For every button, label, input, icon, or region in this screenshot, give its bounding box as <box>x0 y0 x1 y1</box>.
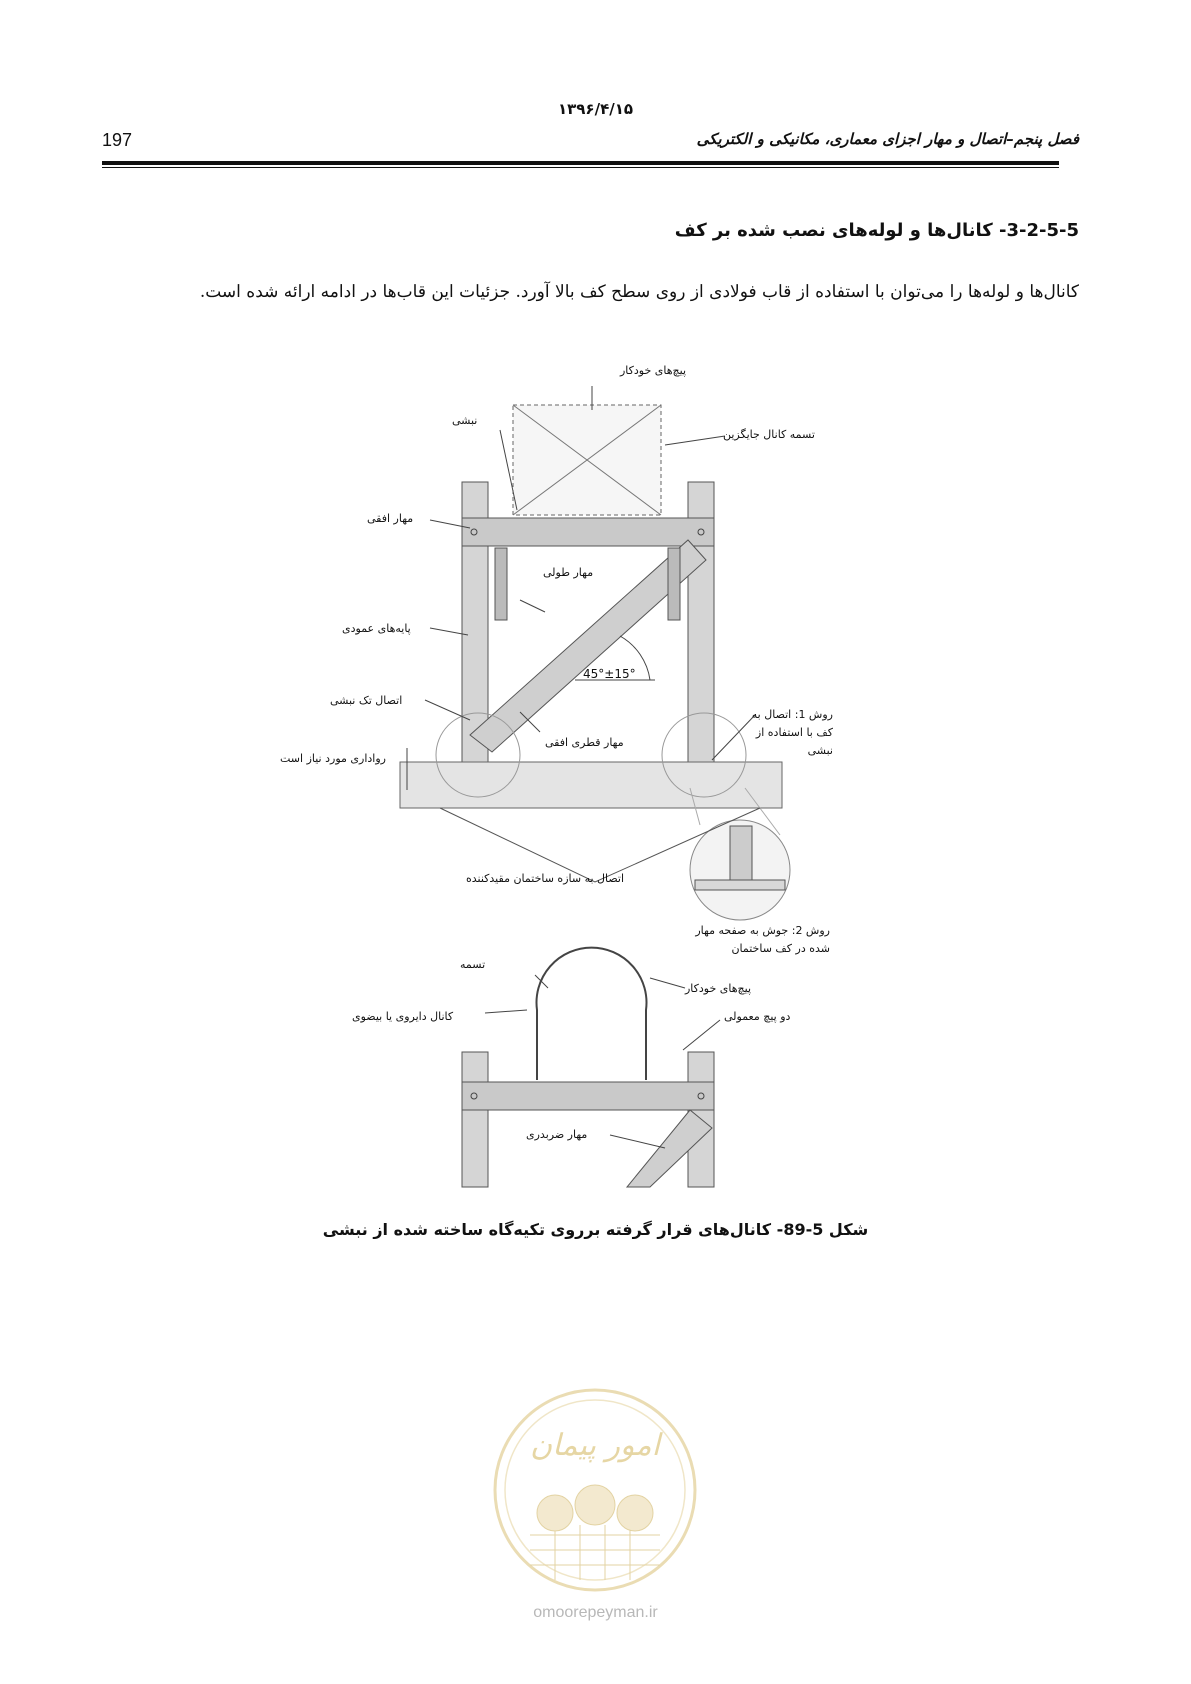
label-diagonal-brace: مهار قطری افقی <box>545 736 624 749</box>
omoorepeyman-logo <box>485 1385 705 1600</box>
lower-horizontal-brace <box>462 1082 714 1110</box>
label-horizontal-brace: مهار افقی <box>367 512 414 525</box>
label-two-bolts: دو پیچ معمولی <box>724 1010 791 1023</box>
label-duct-strap: تسمه کانال جایگزین <box>723 428 815 441</box>
label-angle-value: 45°±15° <box>583 667 636 681</box>
label-structure-conn: اتصال به سازه ساختمان مقیدکننده <box>466 872 625 885</box>
support-frame-figure <box>0 360 1191 1210</box>
lower-left-leg <box>462 1052 488 1187</box>
label-method1: روش 1: اتصال به کف با استفاده از نبشی <box>751 708 833 757</box>
floor-slab <box>400 762 782 808</box>
label-impact-brace: مهار ضربدری <box>526 1128 588 1141</box>
section-title: 3-2-5-5- کانال‌ها و لوله‌های نصب شده بر کف <box>674 220 1079 241</box>
label-self-screws-top: پیچ‌های خودکار <box>620 364 687 377</box>
round-duct-strap <box>537 948 647 1080</box>
label-self-screws-bottom: پیچ‌های خودکار <box>685 982 752 995</box>
top-horizontal-brace <box>462 518 714 546</box>
svg-text:امور پیمان: امور پیمان <box>530 1428 660 1463</box>
label-angle-top: نبشی <box>452 414 478 427</box>
header-rule-thin <box>102 167 1059 168</box>
body-paragraph: کانال‌ها و لوله‌ها را می‌توان با استفاده از قاب فولادی از روی سطح کف بالا آورد. جزئیات این قاب‌ها در ادامه ارائه شده است. <box>199 282 1079 302</box>
label-round-duct: کانال دایروی یا بیضوی <box>352 1010 454 1023</box>
figure-caption: شکل 5-89- کانال‌های قرار گرفته برروی تکیه‌گاه ساخته شده از نبشی <box>322 1220 869 1239</box>
label-strap: تسمه <box>460 958 486 971</box>
header-date: ۱۳۹۶/۴/۱۵ <box>557 100 634 118</box>
watermark-site: omoorepeyman.ir <box>533 1604 658 1621</box>
label-vertical-legs: پایه‌های عمودی <box>342 622 411 635</box>
label-longitudinal-brace: مهار طولی <box>543 566 594 579</box>
label-single-angle-conn: اتصال تک نبشی <box>330 694 403 707</box>
page-number: 197 <box>102 130 133 150</box>
header-rule-thick <box>102 161 1059 165</box>
chapter-title: فصل پنجم–اتصال و مهار اجزای معماری، مکانیکی و الکتریکی <box>696 130 1079 148</box>
label-method2: روش 2: جوش به صفحه مهار شده در کف ساختمان <box>695 924 830 955</box>
label-tolerance: رواداری مورد نیاز است <box>280 752 386 765</box>
